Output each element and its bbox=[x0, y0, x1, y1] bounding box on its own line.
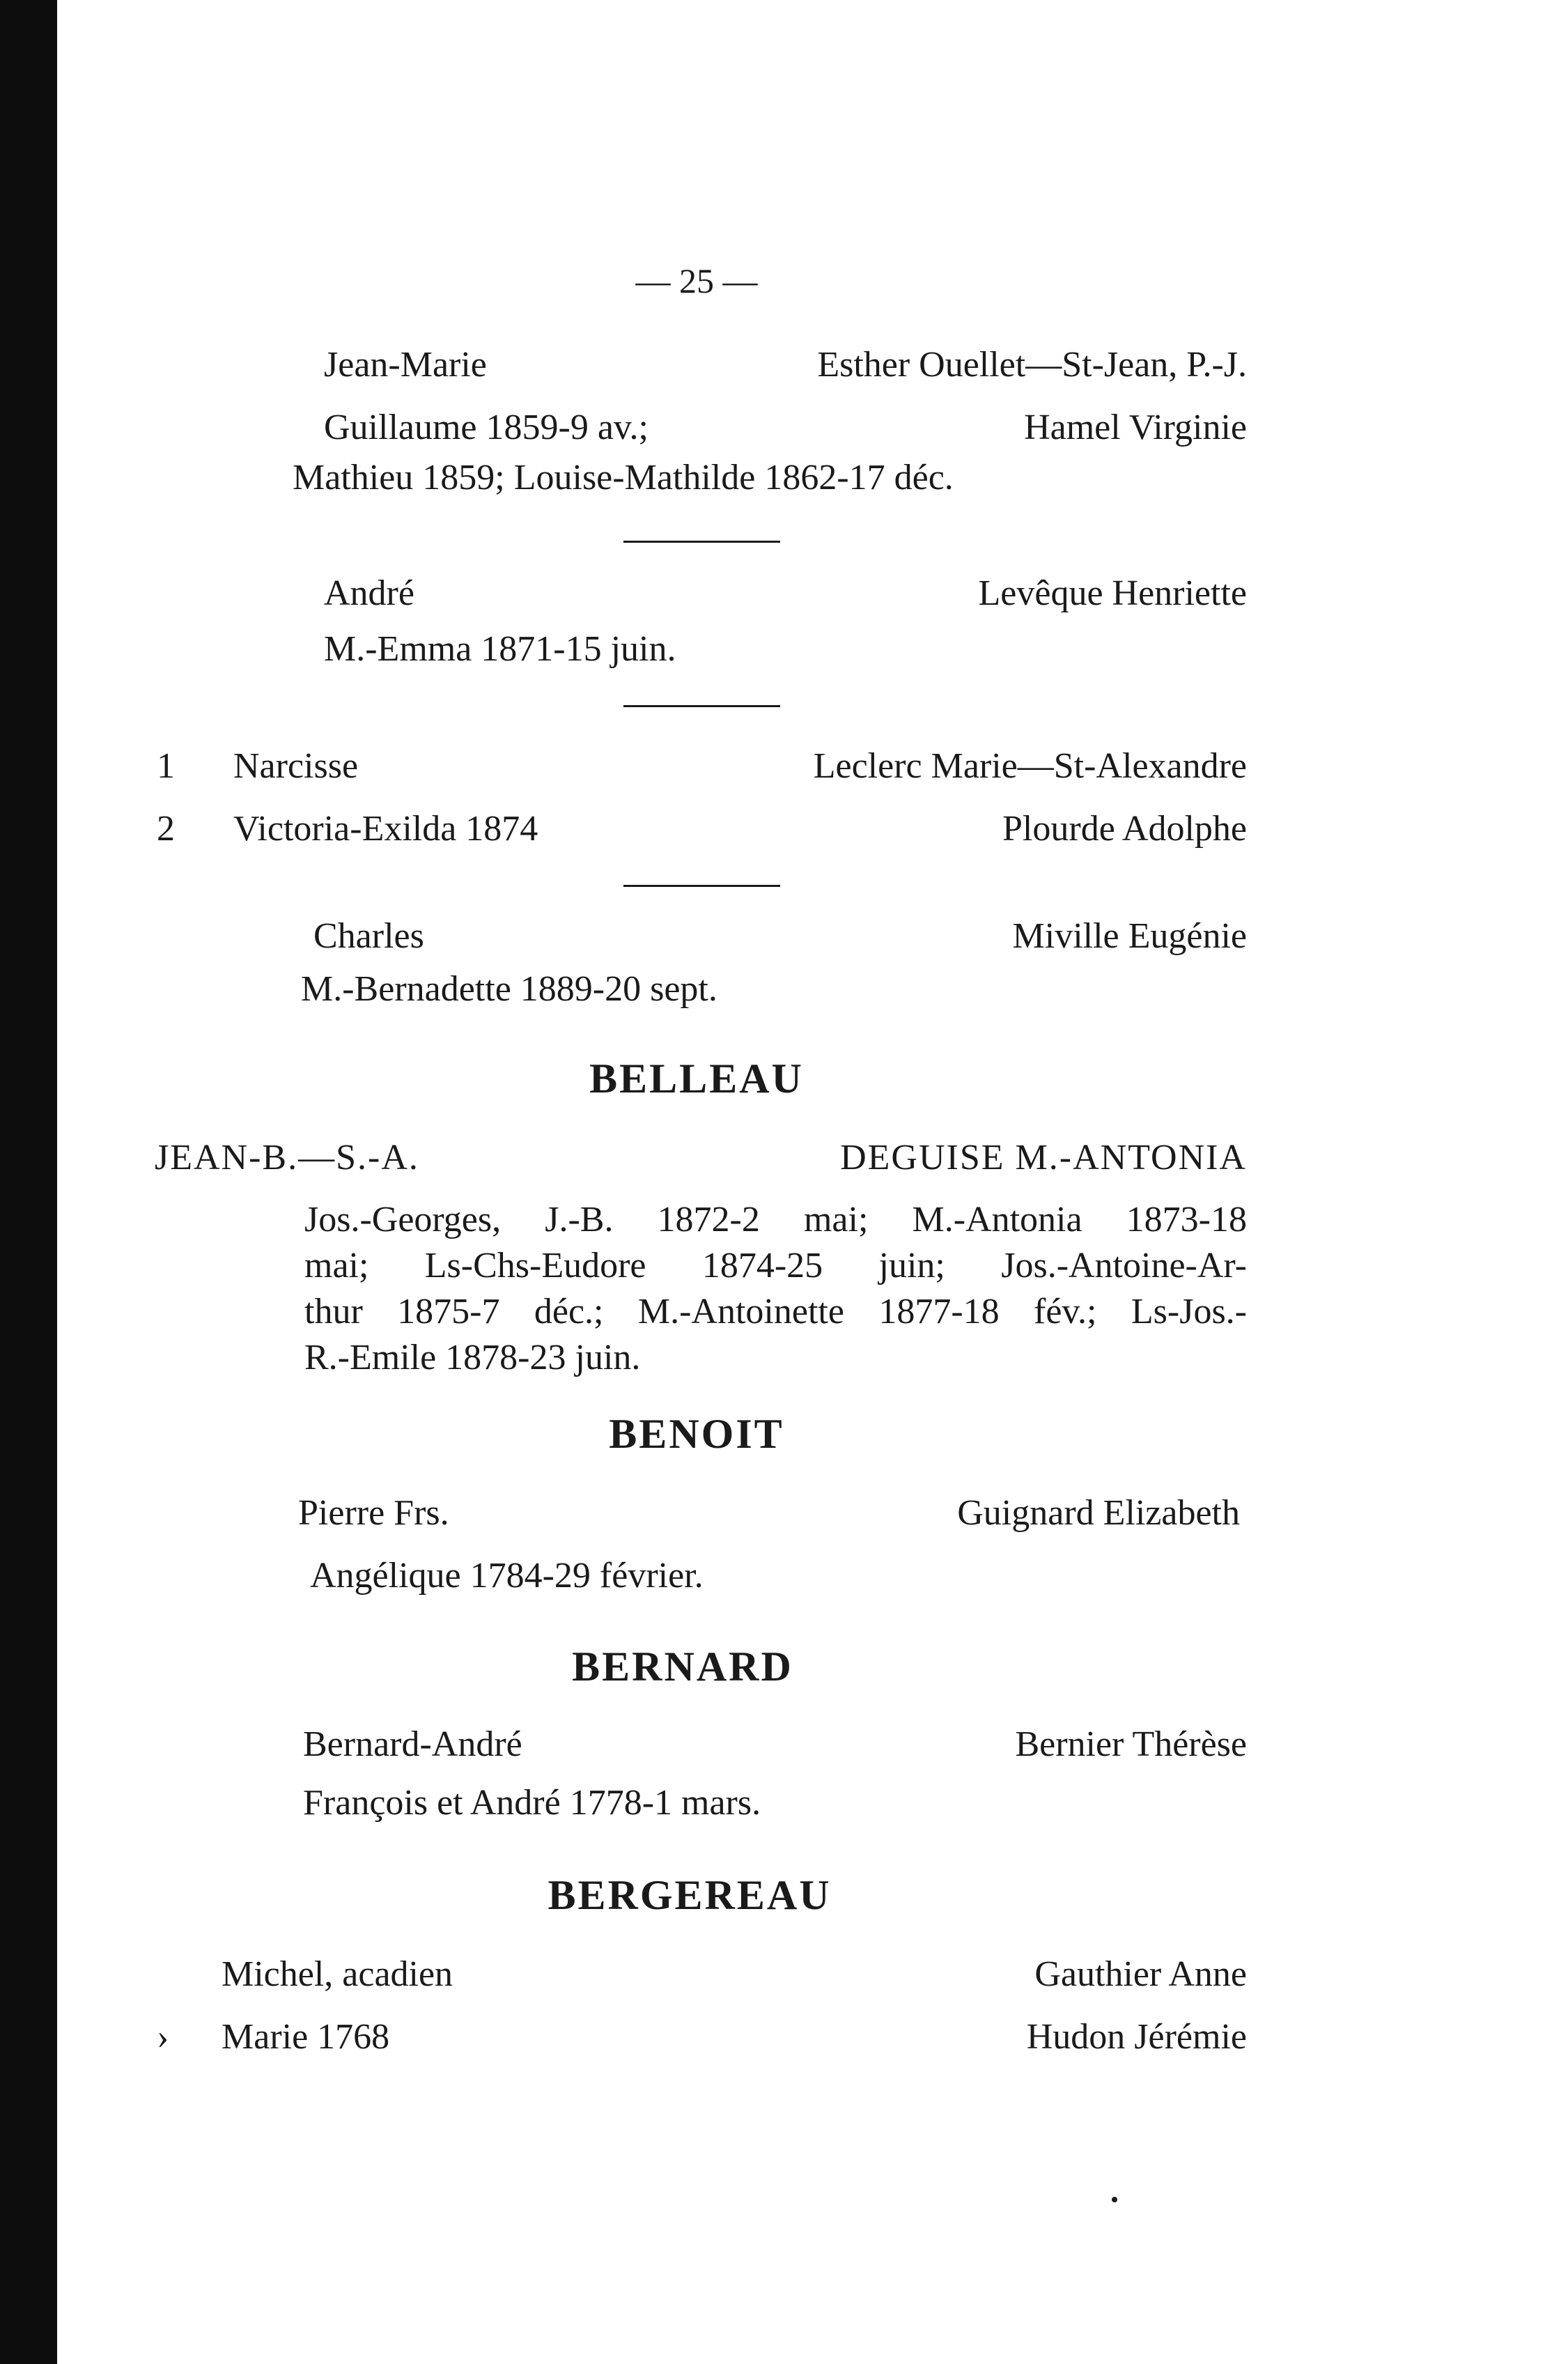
section-divider bbox=[623, 885, 780, 887]
husband-name: Michel, acadien bbox=[222, 1954, 453, 1994]
children-line: mai; Ls-Chs-Eudore 1874-25 juin; Jos.-Antoine-Ar- bbox=[304, 1246, 1247, 1285]
child-spouse: Hudon Jérémie bbox=[1026, 2017, 1247, 2057]
husband-name: Charles bbox=[313, 916, 424, 956]
wife-name: Levêque Henriette bbox=[978, 573, 1247, 613]
page-number: — 25 — bbox=[635, 261, 758, 300]
speck bbox=[1112, 2197, 1117, 2202]
husband-name: Jean-Marie bbox=[324, 345, 487, 385]
marriage-number: 2 bbox=[157, 809, 175, 849]
children-paragraph bbox=[304, 1197, 1247, 1381]
child-entry: M.-Emma 1871-15 juin. bbox=[324, 629, 676, 669]
section-divider bbox=[623, 705, 780, 707]
marriage-number: 1 bbox=[157, 746, 175, 786]
wife-name: Gauthier Anne bbox=[1034, 1954, 1247, 1994]
husband-name: Narcisse bbox=[233, 746, 359, 786]
child-entry: François et André 1778-1 mars. bbox=[303, 1783, 761, 1823]
child-entry: Mathieu 1859; Louise-Mathilde 1862-17 déc. bbox=[293, 458, 954, 497]
child-entry: Marie 1768 bbox=[222, 2017, 390, 2057]
children-line: R.-Emile 1878-23 juin. bbox=[304, 1338, 641, 1377]
wife-name: DEGUISE M.-ANTONIA bbox=[840, 1138, 1247, 1177]
family-heading: BERNARD bbox=[572, 1644, 793, 1690]
wife-name: Miville Eugénie bbox=[1012, 916, 1247, 956]
husband-name: Pierre Frs. bbox=[298, 1493, 449, 1533]
wife-name: Bernier Thérèse bbox=[1015, 1724, 1247, 1764]
marginal-mark: › bbox=[157, 2017, 169, 2057]
family-heading: BELLEAU bbox=[589, 1056, 804, 1102]
husband-name: Bernard-André bbox=[303, 1724, 522, 1764]
child-entry: M.-Bernadette 1889-20 sept. bbox=[301, 969, 717, 1009]
family-heading: BERGEREAU bbox=[548, 1872, 832, 1918]
family-heading: BENOIT bbox=[609, 1411, 784, 1457]
child-spouse: Hamel Virginie bbox=[1024, 408, 1247, 447]
child-entry: Victoria-Exilda 1874 bbox=[233, 809, 538, 849]
wife-name: Esther Ouellet—St-Jean, P.-J. bbox=[817, 345, 1247, 385]
children-line: thur 1875-7 déc.; M.-Antoinette 1877-18 fév.; Ls-Jos.- bbox=[304, 1292, 1247, 1331]
section-divider bbox=[623, 541, 780, 543]
husband-name: André bbox=[324, 573, 414, 613]
child-entry: Guillaume 1859-9 av.; bbox=[324, 408, 649, 447]
children-line: Jos.-Georges, J.-B. 1872-2 mai; M.-Antonia 1873-18 bbox=[304, 1200, 1247, 1239]
wife-name: Guignard Elizabeth bbox=[957, 1493, 1240, 1533]
wife-name: Leclerc Marie—St-Alexandre bbox=[813, 746, 1247, 786]
husband-name: JEAN-B.—S.-A. bbox=[155, 1138, 419, 1177]
child-spouse: Plourde Adolphe bbox=[1002, 809, 1247, 849]
child-entry: Angélique 1784-29 février. bbox=[310, 1556, 704, 1596]
